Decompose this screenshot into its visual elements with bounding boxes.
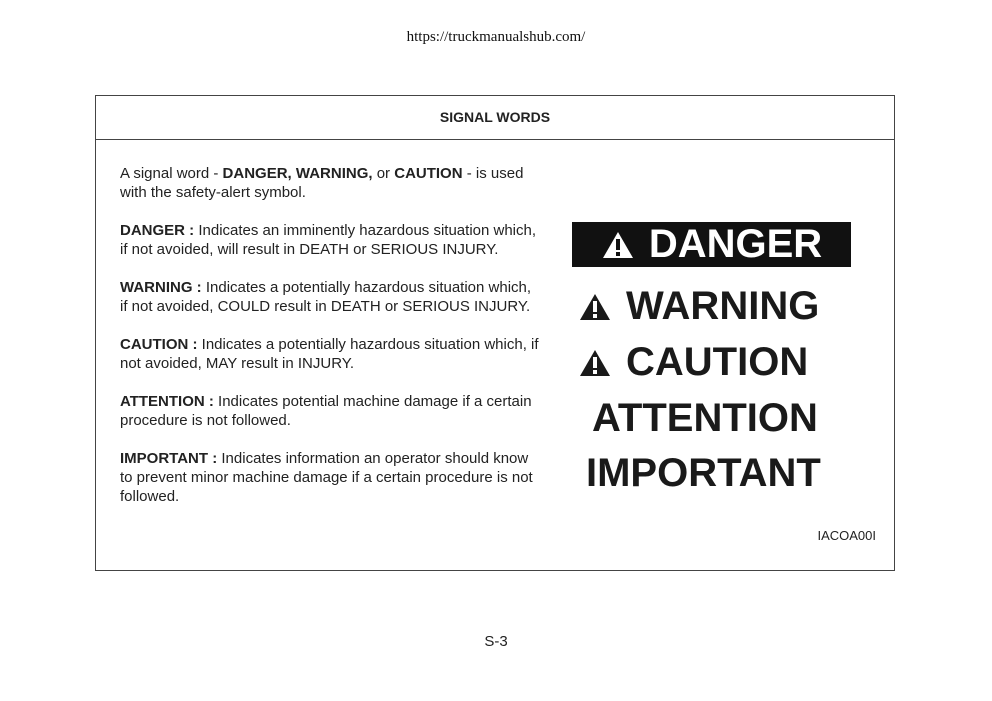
intro-text: - is used with the safety-alert symbol.: [120, 165, 524, 201]
safety-alert-icon: [578, 292, 612, 322]
definition-warning: [120, 278, 540, 316]
definition-attention: [120, 392, 540, 430]
intro-text: or: [372, 165, 395, 182]
danger-label: [572, 222, 851, 267]
intro-bold-term: CAUTION: [394, 165, 463, 182]
definition-danger: [120, 221, 540, 259]
definition-text: Indicates a potentially hazardous situation which, if not avoided, COULD result in DEATH or SERIOUS INJURY.: [120, 279, 532, 315]
panel-title: SIGNAL WORDS: [96, 96, 894, 140]
source-url: https://truckmanualshub.com/: [406, 29, 586, 45]
definition-term: IMPORTANT :: [120, 450, 218, 467]
warning-word: WARNING: [626, 284, 820, 328]
important-label: IMPORTANT: [586, 451, 821, 495]
definition-term: WARNING :: [120, 279, 202, 296]
definition-term: DANGER :: [120, 222, 195, 239]
definition-term: CAUTION :: [120, 336, 198, 353]
safety-alert-icon: [578, 348, 612, 378]
intro-bold-terms: DANGER, WARNING,: [222, 165, 373, 182]
page-number: S-3: [484, 633, 508, 650]
definition-important: [120, 449, 540, 506]
definitions-column: [120, 164, 540, 525]
definition-text: Indicates an imminently hazardous situation which, if not avoided, will result in DEATH or SERIOUS INJURY.: [120, 222, 537, 258]
safety-alert-icon: [601, 230, 635, 260]
danger-word: DANGER: [648, 222, 823, 266]
attention-label: ATTENTION: [592, 396, 818, 440]
signal-words-panel: [95, 95, 895, 571]
caution-label: [578, 340, 808, 385]
definition-text: Indicates information an operator should know to prevent minor machine damage if a certain procedure is not followed.: [120, 450, 533, 505]
caution-word: CAUTION: [626, 340, 809, 384]
definition-caution: [120, 335, 540, 373]
definition-text: Indicates a potentially hazardous situation which, if not avoided, MAY result in INJURY.: [120, 336, 539, 372]
intro-text: A signal word -: [120, 165, 223, 182]
figure-code: IACOA00I: [817, 528, 876, 543]
definition-text: Indicates potential machine damage if a certain procedure is not followed.: [120, 393, 532, 429]
warning-label: [578, 284, 819, 329]
intro-paragraph: [120, 164, 540, 202]
definition-term: ATTENTION :: [120, 393, 214, 410]
